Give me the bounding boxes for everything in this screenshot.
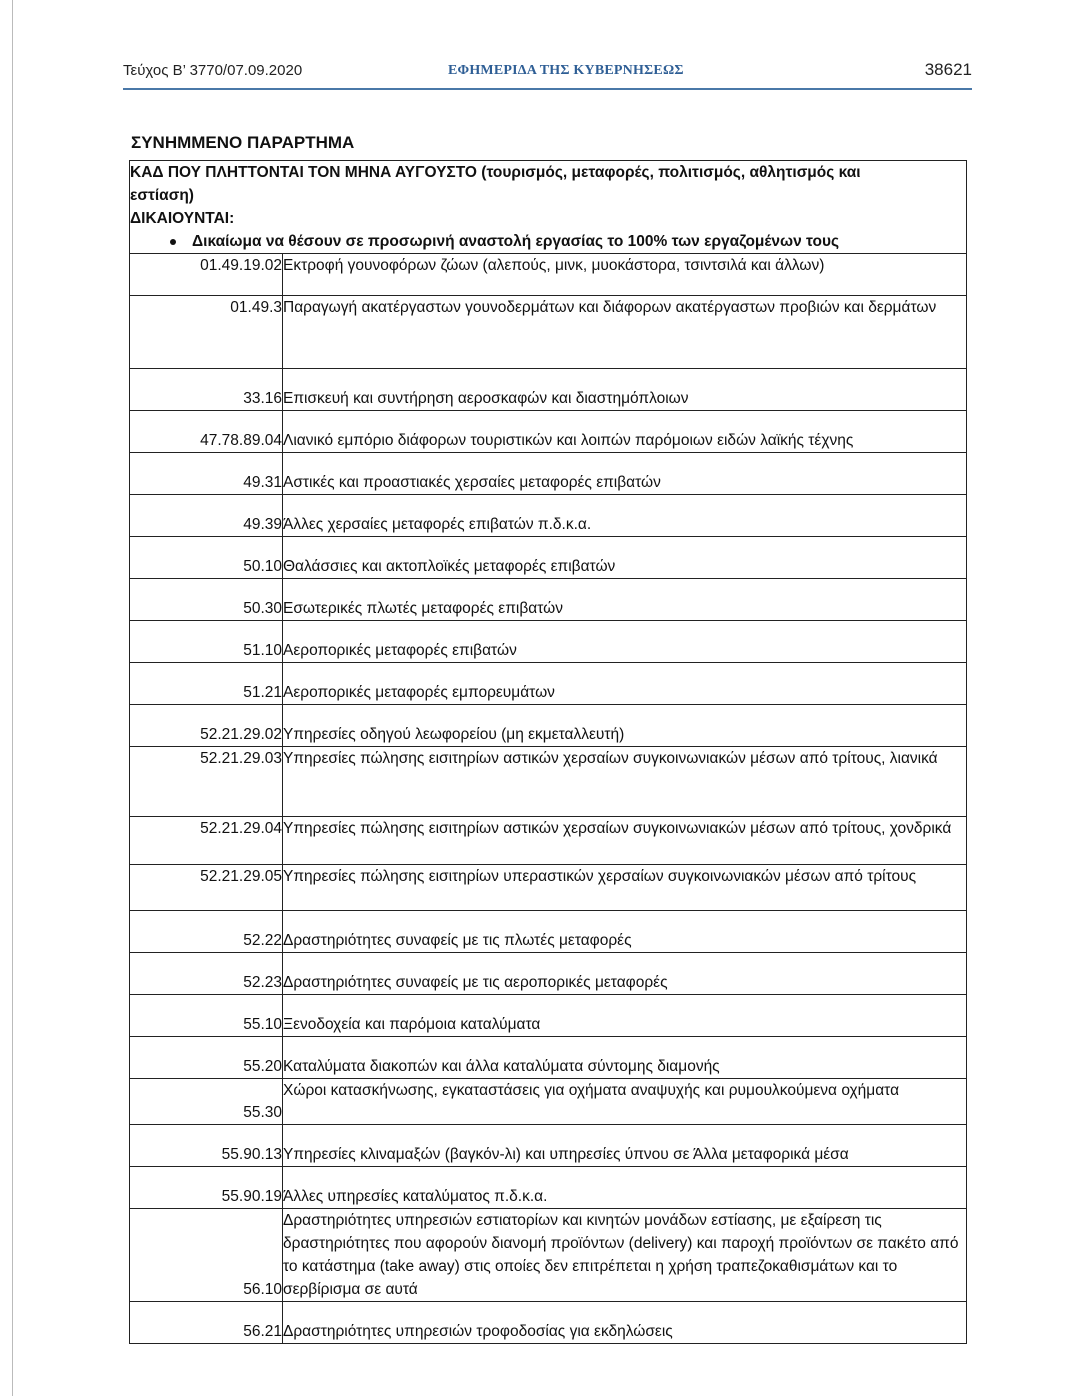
table-row [130, 254, 967, 296]
kad-code: 55.10 [130, 995, 283, 1037]
table-row [130, 911, 967, 953]
kad-code: 52.21.29.02 [130, 705, 283, 747]
kad-code: 50.10 [130, 537, 283, 579]
table-row [130, 537, 967, 579]
kad-code: 49.39 [130, 495, 283, 537]
header-bullet [130, 230, 966, 253]
table-row [130, 579, 967, 621]
kad-code: 01.49.19.02 [130, 254, 283, 296]
table-header-cell [130, 161, 967, 254]
kad-description: Καταλύματα διακοπών και άλλα καταλύματα σύντομης διαμονής [283, 1037, 967, 1079]
kad-description: Υπηρεσίες κλιναμαξών (βαγκόν-λι) και υπηρεσίες ύπνου σε Άλλα μεταφορικά μέσα [283, 1125, 967, 1167]
kad-code: 56.10 [130, 1209, 283, 1302]
table-row [130, 953, 967, 995]
table-row [130, 1037, 967, 1079]
annex-title: ΣΥΝΗΜΜΕΝΟ ΠΑΡΑΡΤΗΜΑ [131, 133, 355, 152]
table-row [130, 1079, 967, 1125]
kad-description: Εσωτερικές πλωτές μεταφορές επιβατών [283, 579, 967, 621]
table-row [130, 1167, 967, 1209]
table-row [130, 411, 967, 453]
table-row [130, 747, 967, 817]
kad-description: Αεροπορικές μεταφορές επιβατών [283, 621, 967, 663]
table-row [130, 663, 967, 705]
kad-description: Δραστηριότητες συναφείς με τις αεροπορικές μεταφορές [283, 953, 967, 995]
header-entitled: ΔΙΚΑΙΟΥΝΤΑΙ: [130, 210, 235, 227]
kad-description: Αστικές και προαστιακές χερσαίες μεταφορές επιβατών [283, 453, 967, 495]
header-bullet-text: Δικαίωμα να θέσουν σε προσωρινή αναστολή εργασίας το 100% των εργαζομένων τους [192, 233, 840, 250]
kad-code: 51.21 [130, 663, 283, 705]
kad-code: 55.90.13 [130, 1125, 283, 1167]
kad-code: 52.21.29.05 [130, 865, 283, 911]
kad-code: 51.10 [130, 621, 283, 663]
kad-description: Επισκευή και συντήρηση αεροσκαφών και διαστημόπλοιων [283, 369, 967, 411]
kad-code: 49.31 [130, 453, 283, 495]
page-edge [12, 0, 13, 1396]
header-line: εστίαση) [130, 187, 194, 204]
kad-table [129, 160, 967, 1344]
kad-description: Θαλάσσιες και ακτοπλοϊκές μεταφορές επιβατών [283, 537, 967, 579]
kad-description: Υπηρεσίες οδηγού λεωφορείου (μη εκμεταλλευτή) [283, 705, 967, 747]
table-row [130, 453, 967, 495]
kad-code: 52.21.29.03 [130, 747, 283, 817]
page-number: 38621 [924, 60, 972, 79]
table-row [130, 1302, 967, 1344]
kad-code: 56.21 [130, 1302, 283, 1344]
header-line: ΚΑΔ ΠΟΥ ΠΛΗΤΤΟΝΤΑΙ ΤΟΝ ΜΗΝΑ ΑΥΓΟΥΣΤΟ (τουρισμός, μεταφορές, πολιτισμός, αθλητισμός και [130, 164, 861, 181]
kad-description: Αεροπορικές μεταφορές εμπορευμάτων [283, 663, 967, 705]
bullet-icon [170, 239, 176, 245]
page-header [123, 60, 972, 90]
kad-description: Δραστηριότητες υπηρεσιών τροφοδοσίας για εκδηλώσεις [283, 1302, 967, 1344]
kad-code: 47.78.89.04 [130, 411, 283, 453]
kad-description: Χώροι κατασκήνωσης, εγκαταστάσεις για οχήματα αναψυχής και ρυμουλκούμενα οχήματα [283, 1079, 967, 1125]
kad-description: Δραστηριότητες υπηρεσιών εστιατορίων και κινητών μονάδων εστίασης, με εξαίρεση τις δραστηριότητες που αφορούν διανομή προϊόντων (delivery) και παροχή προϊόντων σε πακέτο από το κατάστημα (take away) στις οποίες δεν επιτρέπεται η χρήση τραπεζοκαθισμάτων και το σερβίρισμα σε αυτά [283, 1209, 967, 1302]
kad-code: 01.49.3 [130, 296, 283, 369]
kad-code: 55.20 [130, 1037, 283, 1079]
kad-code: 55.30 [130, 1079, 283, 1125]
issue-number: Τεύχος Β’ 3770/07.09.2020 [123, 62, 303, 79]
table-row [130, 621, 967, 663]
kad-description: Ξενοδοχεία και παρόμοια καταλύματα [283, 995, 967, 1037]
kad-code: 52.22 [130, 911, 283, 953]
kad-description: Εκτροφή γουνοφόρων ζώων (αλεπούς, μινκ, μυοκάστορα, τσιντσιλά και άλλων) [283, 254, 967, 296]
kad-description: Υπηρεσίες πώλησης εισιτηρίων αστικών χερσαίων συγκοινωνιακών μέσων από τρίτους, χονδρικά [283, 817, 967, 865]
kad-description: Άλλες υπηρεσίες καταλύματος π.δ.κ.α. [283, 1167, 967, 1209]
table-header-row [130, 161, 967, 254]
table-row [130, 865, 967, 911]
table-row [130, 817, 967, 865]
kad-description: Υπηρεσίες πώλησης εισιτηρίων αστικών χερσαίων συγκοινωνιακών μέσων από τρίτους, λιανικά [283, 747, 967, 817]
kad-description: Παραγωγή ακατέργαστων γουνοδερμάτων και διάφορων ακατέργαστων προβιών και δερμάτων [283, 296, 967, 369]
table-row [130, 705, 967, 747]
table-row [130, 1209, 967, 1302]
table-row [130, 495, 967, 537]
kad-description: Άλλες χερσαίες μεταφορές επιβατών π.δ.κ.α. [283, 495, 967, 537]
table-row [130, 369, 967, 411]
kad-code: 52.23 [130, 953, 283, 995]
kad-description: Λιανικό εμπόριο διάφορων τουριστικών και λοιπών παρόμοιων ειδών λαϊκής τέχνης [283, 411, 967, 453]
gazette-title: ΕΦΗΜΕΡΙΔΑ ΤΗΣ ΚΥΒΕΡΝΗΣΕΩΣ [448, 63, 684, 78]
kad-code: 55.90.19 [130, 1167, 283, 1209]
table-row [130, 296, 967, 369]
kad-description: Υπηρεσίες πώλησης εισιτηρίων υπεραστικών χερσαίων συγκοινωνιακών μέσων από τρίτους [283, 865, 967, 911]
table-row [130, 995, 967, 1037]
table-row [130, 1125, 967, 1167]
kad-code: 33.16 [130, 369, 283, 411]
kad-code: 50.30 [130, 579, 283, 621]
kad-code: 52.21.29.04 [130, 817, 283, 865]
kad-description: Δραστηριότητες συναφείς με τις πλωτές μεταφορές [283, 911, 967, 953]
